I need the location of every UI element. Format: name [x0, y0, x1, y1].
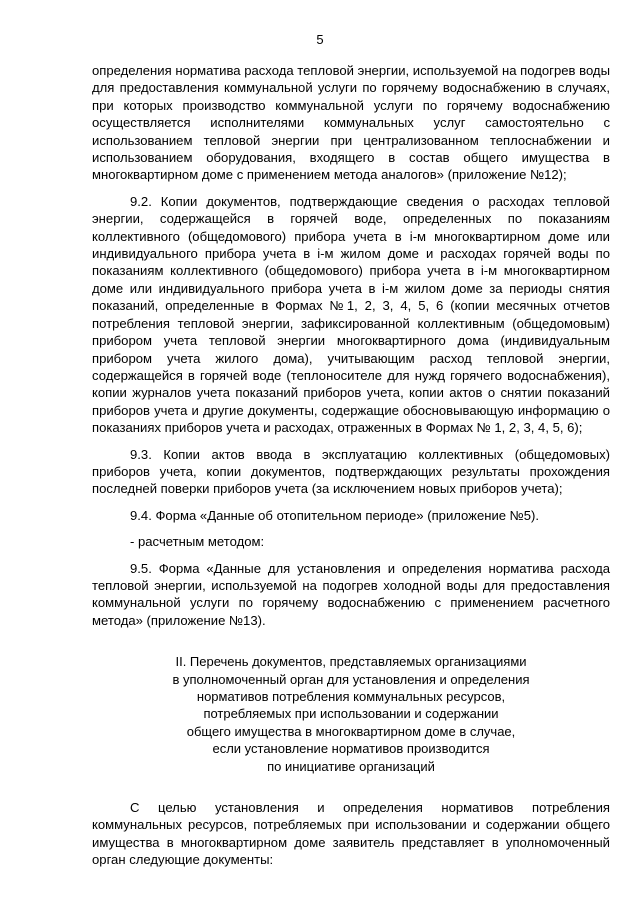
- section-heading-line: потребляемых при использовании и содержании: [203, 706, 499, 722]
- section-heading-line: если установление нормативов производится: [212, 741, 490, 757]
- section-heading-line: общего имущества в многоквартирном доме в случае,: [186, 723, 516, 739]
- section-heading-line: II. Перечень документов, представляемых организациями: [175, 654, 527, 670]
- paragraph-calculation-method: - расчетным методом:: [130, 534, 265, 550]
- paragraph-9-3: 9.3. Копии актов ввода в эксплуатацию коллективных (общедомовых) приборов учета, копии документов, подтверждающих результаты прохождения последней поверки приборов учета (за исключением новых приборов учета);: [92, 446, 610, 497]
- section-heading-line: по инициативе организаций: [267, 758, 435, 774]
- paragraph-9-2: 9.2. Копии документов, подтверждающие сведения о расходах тепловой энергии, содержащейся в горячей воде, определенных по показаниям коллективного (общедомового) прибора учета в i-м многоквартирном доме или индивидуального прибора учета в i-м жилом доме и расходах горячей воды по показаниям коллективного (общедомового) прибора учета в i-м многоквартирном доме или индивидуального прибора учета в i-м жилом доме за периоды снятия показаний, определенные в Формах №1, 2, 3, 4, 5, 6 (копии месячных отчетов потребления тепловой энергии, зафиксированной коллективным (общедомовым) прибором учета тепловой энергии многоквартирного дома (индивидуальным прибором учета жилого дома), учитывающим расход тепловой энергии, содержащейся в горячей воде (теплоносителе для нужд горячего водоснабжения), копии журналов учета показаний приборов учета, копии актов о снятии показаний приборов учета и другие документы, содержащие обосновывающую информацию о показаниях приборов учета и расходах, отраженных в Формах № 1, 2, 3, 4, 5, 6);: [92, 193, 610, 436]
- paragraph-continuation: определения норматива расхода тепловой энергии, используемой на подогрев воды для предоставления коммунальной услуги по горячему водоснабжению в случаях, при которых производство коммунальной услуги по горячему водоснабжению осуществляется исполнителями коммунальных услуг самостоятельно с использованием тепловой энергии при централизованном теплоснабжении и использованием оборудования, входящего в состав общего имущества в многоквартирном доме с применением метода аналогов» (приложение №12);: [92, 63, 610, 183]
- paragraph-closing: С целью установления и определения нормативов потребления коммунальных ресурсов, потребляемых при использовании и содержании общего имущества в многоквартирном доме заявитель представляет в уполномоченный орган следующие документы:: [92, 800, 610, 868]
- section-heading: [92, 653, 610, 775]
- paragraph-9-4: 9.4. Форма «Данные об отопительном периоде» (приложение №5).: [130, 507, 540, 523]
- section-heading-line: нормативов потребления коммунальных ресурсов,: [196, 689, 506, 704]
- document-body: [92, 62, 610, 869]
- page-number: 5: [316, 32, 324, 47]
- paragraph-9-5: 9.5. Форма «Данные для установления и определения норматива расхода тепловой энергии, используемой на подогрев холодной воды для предоставления коммунальной услуги по горячему водоснабжению с применением расчетного метода» (приложение №13).: [92, 560, 610, 628]
- section-heading-line: в уполномоченный орган для установления и определения: [172, 671, 530, 687]
